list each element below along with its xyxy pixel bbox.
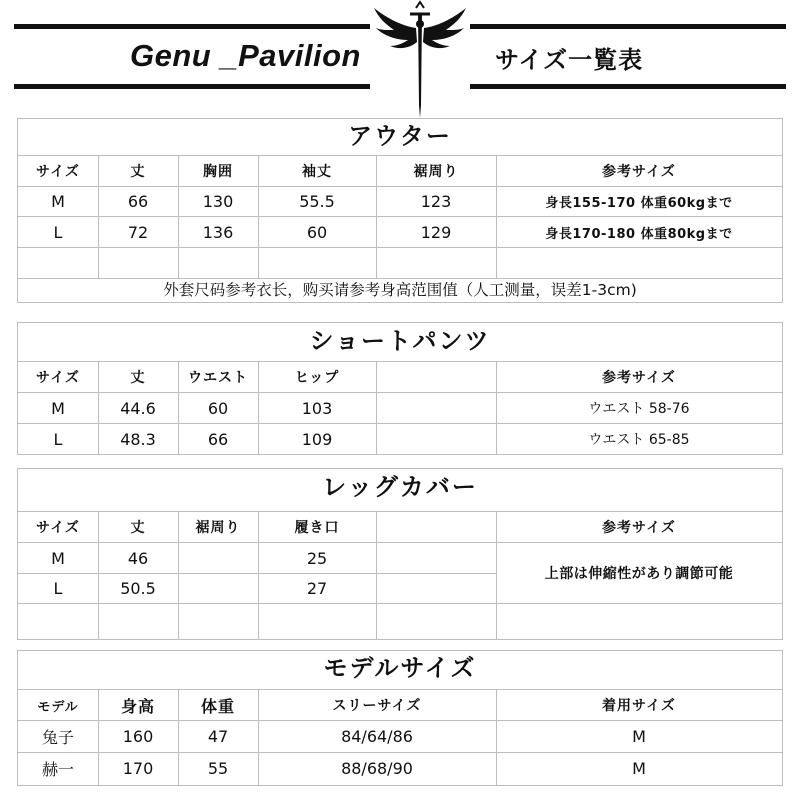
table-cell: L (53, 579, 63, 598)
table-cell: M (51, 548, 65, 568)
table-cell: 44.6 (120, 398, 156, 418)
header-reference: 参考サイズ (602, 370, 676, 386)
table-cell: 84/64/86 (341, 727, 413, 746)
header-hem: 裾周り (413, 164, 459, 180)
table-cell: 123 (420, 192, 452, 211)
table-cell: L (53, 222, 63, 242)
section-title: モデルサイズ (323, 654, 477, 682)
page-subtitle: サイズ一覧表 (495, 46, 644, 74)
table-cell: M (632, 727, 646, 746)
table-cell: 170 (122, 759, 154, 778)
header-model: モデル (37, 699, 79, 715)
table-cell: ウエスト 58-76 (588, 401, 690, 417)
table-cell (376, 424, 496, 454)
header-sleeve: 袖丈 (302, 164, 332, 180)
winged-sword-icon (370, 0, 470, 120)
header-chest: 胸囲 (203, 164, 233, 180)
table-cell (376, 543, 496, 573)
section-title: アウター (348, 122, 452, 150)
table-cell: ウエスト 65-85 (588, 432, 690, 448)
table-cell: 身長170-180 体重80kgまで (545, 226, 733, 242)
footnote: 外套尺码参考衣长，购买请参考身高范围值（人工测量，误差1-3cm) (163, 281, 637, 299)
header-length: 丈 (130, 370, 146, 386)
merged-reference-note: 上部は伸縮性があり調節可能 (544, 566, 734, 582)
header-opening: 履き口 (294, 520, 340, 536)
header-size: サイズ (36, 370, 80, 386)
table-cell: 60 (207, 398, 229, 418)
table-cell: 88/68/90 (341, 759, 413, 778)
table-cell: 身長155-170 体重60kgまで (545, 196, 733, 211)
table-cell: 赫一 (41, 760, 74, 779)
table-cell: 25 (306, 548, 328, 568)
table-cell: 55 (207, 759, 229, 778)
section-leg-cover (17, 468, 783, 640)
header-empty (376, 512, 496, 542)
header-reference: 参考サイズ (602, 520, 676, 536)
table-cell: 66 (207, 429, 229, 449)
table-cell: 109 (301, 429, 333, 449)
table-cell: 50.5 (120, 579, 156, 598)
section-outer (17, 118, 783, 303)
table-cell: 60 (306, 222, 328, 242)
table-cell: 48.3 (120, 429, 156, 449)
header-hem: 裾周り (195, 520, 241, 536)
section-title: ショートパンツ (309, 327, 491, 355)
brand-name: Genu _Pavilion (130, 38, 361, 73)
table-cell: M (51, 192, 65, 211)
header-waist: ウエスト (188, 370, 248, 386)
table-cell (178, 543, 258, 573)
table-cell: 103 (301, 398, 333, 418)
section-title: レッグカバー (322, 473, 478, 501)
table-cell (376, 574, 496, 603)
section-model-size (17, 650, 783, 786)
table-cell: 72 (127, 222, 149, 242)
table-cell (376, 393, 496, 423)
header-size: サイズ (36, 164, 80, 180)
table-cell: 46 (127, 548, 149, 568)
header-hip: ヒップ (294, 370, 340, 386)
table-cell: 兔子 (41, 728, 74, 747)
table-cell: M (632, 759, 646, 778)
table-cell: 27 (306, 579, 328, 598)
table-cell: L (53, 429, 63, 449)
header-weight: 体重 (200, 696, 235, 716)
header-size: サイズ (36, 520, 80, 536)
table-cell: 160 (122, 727, 154, 746)
header-length: 丈 (130, 164, 146, 180)
table-cell: 130 (202, 192, 234, 211)
section-shorts (17, 322, 783, 455)
table-cell: 66 (127, 192, 149, 211)
header-height: 身高 (120, 696, 155, 716)
header-measurements: スリーサイズ (332, 698, 422, 714)
header-reference: 参考サイズ (602, 164, 676, 180)
table-cell (178, 574, 258, 603)
table-cell: 55.5 (299, 192, 335, 211)
table-cell: 47 (207, 727, 229, 746)
table-cell: 129 (420, 222, 452, 242)
header-worn-size: 着用サイズ (602, 698, 676, 714)
table-cell: 136 (202, 222, 234, 242)
header-empty (376, 362, 496, 392)
header-length: 丈 (130, 520, 146, 536)
table-cell: M (51, 398, 65, 418)
